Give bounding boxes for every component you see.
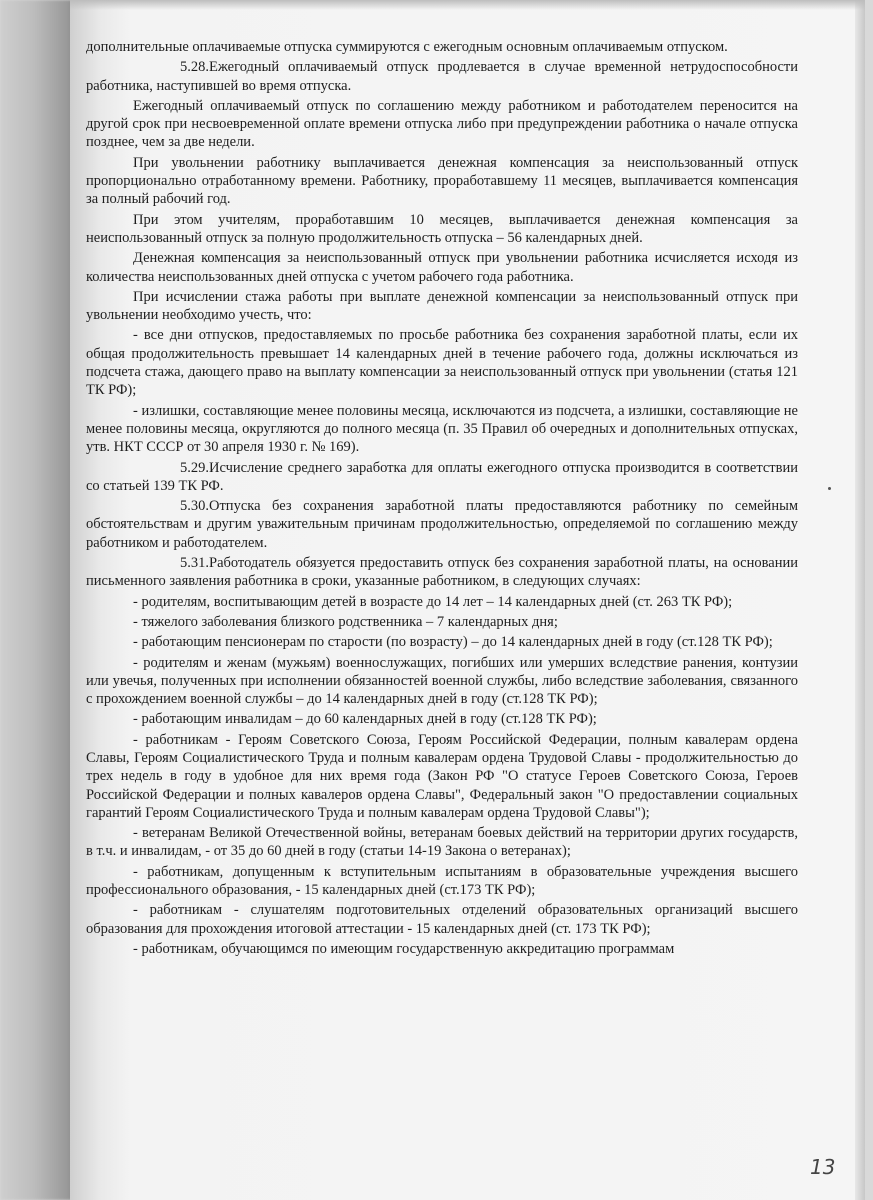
paragraph-text: Ежегодный оплачиваемый отпуск продлевается в случае временной нетрудоспособности работника, наступившей во время отпуска. <box>86 59 798 94</box>
paragraph <box>86 901 798 938</box>
paragraph <box>86 288 798 325</box>
paragraph-text: - работникам, обучающимся по имеющим государственную аккредитацию программам <box>133 940 675 957</box>
paragraph-text: - работникам - Героям Советского Союза, Героям Российской Федерации, полным кавалерам ордена Славы, Героям Социалистического Труда и полным кавалерам ордена Трудовой Славы - продолжительностью до трех недель в году в удобное для них время года (Закон РФ "О статусе Героев Советского Союза, Героев Российской Федерации и полных кавалеров ордена Славы", Федеральный закон "О предоставлении социальных гарантий Героям Социалистического Труда и полным кавалерам ордена Трудовой Славы"); <box>86 731 798 821</box>
paragraph-text: - ветеранам Великой Отечественной войны, ветеранам боевых действий на территории других государств, в т.ч. и инвалидам, - от 35 до 60 дней в году (статьи 14-19 Закона о ветеранах); <box>86 825 798 860</box>
paragraph <box>86 154 798 209</box>
paragraph-text: При этом учителям, проработавшим 10 месяцев, выплачивается денежная компенсация за неиспользованный отпуск за полную продолжительность отпуска – 56 календарных дней. <box>86 211 798 246</box>
scan-speck <box>828 487 831 490</box>
paragraph <box>86 940 798 958</box>
paragraph <box>86 211 798 248</box>
paragraph-text: - работающим инвалидам – до 60 календарных дней в году (ст.128 ТК РФ); <box>133 711 597 728</box>
document-page <box>70 0 865 1200</box>
paragraph-text: Отпуска без сохранения заработной платы предоставляются работнику по семейным обстоятельствам и другим уважительным причинам продолжительностью, определяемой по соглашению между работником и работодателем. <box>86 498 798 551</box>
paragraph-text: - все дни отпусков, предоставляемых по просьбе работника без сохранения заработной платы, если их общая продолжительность превышает 14 календарных дней в течение рабочего года, должны исключаться из подсчета стажа, дающего право на выплату компенсации за неиспользованный отпуск при увольнении (статья 121 ТК РФ); <box>86 327 798 399</box>
paragraph <box>86 633 798 651</box>
paragraph-text: Ежегодный оплачиваемый отпуск по соглашению между работником и работодателем переносится на другой срок при несвоевременной оплате времени отпуска либо при предупреждении работника о начале отпуска позднее, чем за две недели. <box>86 97 798 151</box>
paragraph <box>86 654 798 709</box>
clause-number: 5.30. <box>180 498 209 515</box>
paragraph-text: При увольнении работнику выплачивается денежная компенсация за неиспользованный отпуск пропорционально отработанному времени. Работнику, проработавшему 11 месяцев, выплачивается компенсация за полный рабочий год. <box>86 154 798 208</box>
page-number: 13 <box>810 1155 836 1179</box>
paragraph <box>86 38 798 56</box>
paragraph <box>86 593 798 611</box>
paragraph <box>86 554 798 591</box>
paragraph <box>86 710 798 728</box>
paragraph-text: Денежная компенсация за неиспользованный отпуск при увольнении работника исчисляется исходя из количества неиспользованных дней отпуска с учетом рабочего года работника. <box>86 250 798 285</box>
paragraph-text: Исчисление среднего заработка для оплаты ежегодного отпуска производится в соответствии со статьей 139 ТК РФ. <box>86 459 798 494</box>
clause-number: 5.28. <box>180 59 209 76</box>
paragraph <box>86 249 798 286</box>
page-edge <box>855 0 865 1200</box>
paragraph <box>86 863 798 900</box>
paragraph-text: - родителям и женам (мужьям) военнослужащих, погибших или умерших вследствие ранения, контузии или увечья, полученных при исполнении обязанностей военной службы, либо вследствие заболевания, связанного с прохождением военной службы – до 14 календарных дней в году (ст.128 ТК РФ); <box>86 654 798 708</box>
paragraph <box>86 58 798 95</box>
paragraph-text: Работодатель обязуется предоставить отпуск без сохранения заработной платы, на основании письменного заявления работника в сроки, указанные работником, в следующих случаях: <box>86 555 798 590</box>
paragraph-text: дополнительные оплачиваемые отпуска суммируются с ежегодным основным оплачиваемым отпуском. <box>86 39 728 55</box>
paragraph-text: - работникам - слушателям подготовительных отделений образовательных организаций высшего образования для прохождения итоговой аттестации - 15 календарных дней (ст. 173 ТК РФ); <box>86 902 798 937</box>
paragraph <box>86 824 798 861</box>
paragraph <box>86 326 798 399</box>
paragraph <box>86 402 798 457</box>
scan-top-shade <box>70 0 865 10</box>
paragraph <box>86 731 798 822</box>
paragraph-text: - работникам, допущенным к вступительным испытаниям в образовательные учреждения высшего профессионального образования, - 15 календарных дней (ст.173 ТК РФ); <box>86 863 798 899</box>
paragraph-text: - родителям, воспитывающим детей в возрасте до 14 лет – 14 календарных дней (ст. 263 ТК РФ); <box>133 593 733 610</box>
paragraph-text: - тяжелого заболевания близкого родственника – 7 календарных дня; <box>133 613 558 630</box>
paragraph <box>86 97 798 152</box>
paragraph <box>86 613 798 631</box>
paragraph <box>86 459 798 496</box>
paragraph-text: - излишки, составляющие менее половины месяца, исключаются из подсчета, а излишки, составляющие не менее половины месяца, округляются до полного месяца (п. 35 Правил об очередных и дополнительных отпусках, утв. НКТ СССР от 30 апреля 1930 г. № 169). <box>86 402 798 456</box>
paragraph-text: При исчислении стажа работы при выплате денежной компенсации за неиспользованный отпуск при увольнении необходимо учесть, что: <box>86 288 798 324</box>
paragraph <box>86 497 798 552</box>
paragraph-text: - работающим пенсионерам по старости (по возрасту) – до 14 календарных дней в году (ст.128 ТК РФ); <box>133 634 773 651</box>
document-body <box>86 38 798 960</box>
clause-number: 5.29. <box>180 459 209 476</box>
clause-number: 5.31. <box>180 555 209 572</box>
